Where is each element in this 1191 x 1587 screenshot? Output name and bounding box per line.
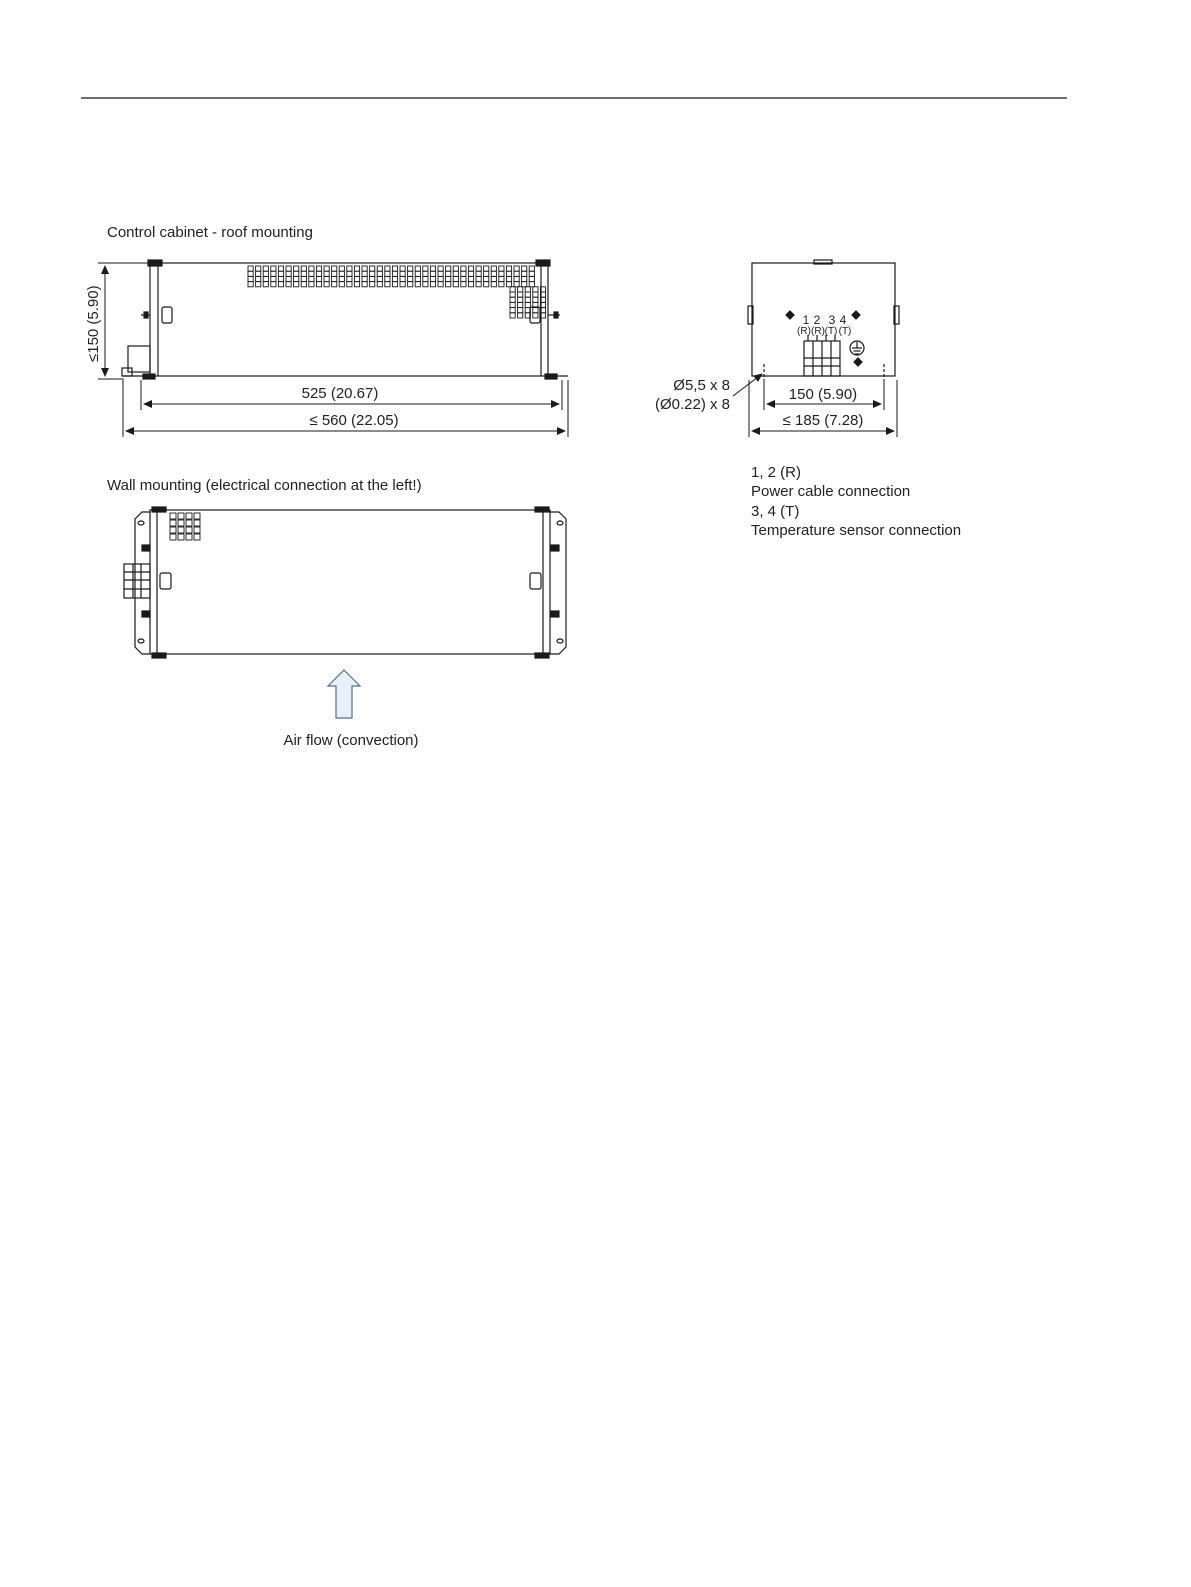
vent-slot <box>362 276 367 281</box>
vent-slot <box>263 282 268 287</box>
vent-slot <box>529 266 534 271</box>
hole-dim-imperial: (Ø0.22) x 8 <box>654 396 730 413</box>
vent-slot <box>309 276 314 281</box>
width-inner-label: 525 (20.67) <box>301 385 379 402</box>
vent-slot <box>170 513 176 519</box>
vent-slot <box>385 266 390 271</box>
vent-slot <box>430 266 435 271</box>
vent-slot <box>294 276 299 281</box>
vent-slot <box>476 266 481 271</box>
height-dimension <box>98 263 148 379</box>
legend-text: Power cable connection <box>751 483 911 500</box>
vent-slot <box>506 271 511 276</box>
vent-slot <box>408 282 413 287</box>
vent-slot <box>461 276 466 281</box>
terminal-block <box>804 335 840 376</box>
vent-slot <box>362 266 367 271</box>
vent-slot <box>510 287 515 292</box>
vent-slot <box>332 282 337 287</box>
vent-slot <box>301 271 306 276</box>
legend-key: 3, 4 (T) <box>751 503 800 520</box>
vent-slot <box>286 276 291 281</box>
vent-slot <box>476 271 481 276</box>
vent-slot <box>354 271 359 276</box>
side-view <box>748 260 899 380</box>
vent-slot <box>446 271 451 276</box>
terminal-type: (R) <box>811 326 825 337</box>
vent-slot <box>301 266 306 271</box>
vent-slot <box>514 276 519 281</box>
vent-slot <box>415 282 420 287</box>
vent-slot <box>529 276 534 281</box>
vent-slot <box>385 271 390 276</box>
vent-slot <box>506 276 511 281</box>
vent-slot <box>178 534 184 540</box>
wall-view <box>124 507 566 658</box>
vent-slot <box>186 534 192 540</box>
terminal-number: 2 <box>813 313 821 327</box>
vent-slot <box>286 282 291 287</box>
legend-key: 1, 2 (R) <box>751 464 802 481</box>
vent-slot <box>294 266 299 271</box>
vent-slot <box>370 271 375 276</box>
vent-slot <box>178 520 184 526</box>
roof-view <box>122 260 568 379</box>
vent-slot <box>453 271 458 276</box>
vent-slot <box>309 271 314 276</box>
vent-slot <box>256 276 261 281</box>
vent-slot <box>309 266 314 271</box>
vent-slot <box>461 266 466 271</box>
vent-slot <box>499 276 504 281</box>
vent-slot <box>514 266 519 271</box>
vent-slot <box>248 266 253 271</box>
vent-slot <box>438 266 443 271</box>
vent-slot <box>332 276 337 281</box>
vent-slot <box>392 266 397 271</box>
vent-slot <box>533 292 538 297</box>
airflow-label: Air flow (convection) <box>283 732 419 749</box>
vent-slot <box>370 282 375 287</box>
vent-slot <box>392 282 397 287</box>
vent-slot <box>499 282 504 287</box>
vent-slot <box>170 520 176 526</box>
vent-slot <box>468 282 473 287</box>
terminal-labels <box>797 313 851 337</box>
vent-slot <box>377 266 382 271</box>
vent-slot <box>491 266 496 271</box>
vent-slot <box>324 271 329 276</box>
vent-slot <box>446 266 451 271</box>
vent-slot <box>522 276 527 281</box>
legend-text: Temperature sensor connection <box>751 522 962 539</box>
vent-slot <box>186 513 192 519</box>
vent-slot <box>518 308 523 313</box>
vent-slot <box>186 527 192 533</box>
vent-slot <box>484 266 489 271</box>
vent-slot <box>514 271 519 276</box>
vent-slot <box>339 282 344 287</box>
legend <box>751 464 961 539</box>
vent-slot <box>476 276 481 281</box>
vent-slot <box>408 276 413 281</box>
vent-slot <box>347 271 352 276</box>
vent-slot <box>533 287 538 292</box>
vent-slot <box>271 276 276 281</box>
vent-slot <box>533 308 538 313</box>
vent-slot <box>354 282 359 287</box>
vent-slot <box>506 282 511 287</box>
vent-slot <box>339 266 344 271</box>
vent-slot <box>484 271 489 276</box>
vent-slot <box>377 282 382 287</box>
vent-slot <box>194 534 200 540</box>
vent-slot <box>385 276 390 281</box>
vent-slot <box>510 292 515 297</box>
vent-slot <box>347 276 352 281</box>
vent-slot <box>400 266 405 271</box>
vent-slot <box>438 271 443 276</box>
vent-slot <box>392 276 397 281</box>
vent-slot <box>256 271 261 276</box>
vent-slot <box>533 297 538 302</box>
vent-slot <box>533 313 538 318</box>
vent-slot <box>339 276 344 281</box>
vent-slot <box>324 282 329 287</box>
vent-slot <box>518 313 523 318</box>
vent-slot <box>178 527 184 533</box>
vent-slot <box>453 282 458 287</box>
vent-slot <box>400 276 405 281</box>
vent-slot <box>415 271 420 276</box>
vent-slot <box>332 271 337 276</box>
vent-slot <box>362 271 367 276</box>
vent-slot <box>453 266 458 271</box>
vent-slot <box>518 292 523 297</box>
side-outer-label: ≤ 185 (7.28) <box>782 412 864 429</box>
vent-slot <box>324 266 329 271</box>
hole-dim-metric: Ø5,5 x 8 <box>673 377 730 394</box>
vent-slot <box>461 282 466 287</box>
terminal-type: (T) <box>838 326 852 337</box>
vent-slot <box>294 282 299 287</box>
vent-slot <box>430 276 435 281</box>
vent-slot <box>518 287 523 292</box>
vent-slot <box>278 271 283 276</box>
vent-slot <box>194 513 200 519</box>
vent-slot <box>468 271 473 276</box>
vent-slot <box>263 271 268 276</box>
vent-slot <box>278 266 283 271</box>
height-label: ≤150 (5.90) <box>85 285 102 362</box>
vent-slot <box>484 276 489 281</box>
vent-slot <box>438 282 443 287</box>
vent-slot <box>510 308 515 313</box>
vent-slot <box>301 282 306 287</box>
side-inner-label: 150 (5.90) <box>788 386 858 403</box>
vent-slot <box>514 282 519 287</box>
vent-slot <box>370 276 375 281</box>
vent-slot <box>286 271 291 276</box>
vent-slot <box>423 282 428 287</box>
vent-slot <box>446 282 451 287</box>
vent-slot <box>309 282 314 287</box>
vent-slot <box>415 266 420 271</box>
vent-slot <box>271 282 276 287</box>
vent-slot <box>286 266 291 271</box>
vent-slot <box>271 271 276 276</box>
vent-slot <box>362 282 367 287</box>
vent-slot <box>354 276 359 281</box>
vent-slot <box>332 266 337 271</box>
vent-slot <box>278 282 283 287</box>
roof-mounting-title: Control cabinet - roof mounting <box>107 224 313 241</box>
vent-slot <box>518 297 523 302</box>
vent-slot <box>518 302 523 307</box>
vent-slot <box>430 271 435 276</box>
width-outer-label: ≤ 560 (22.05) <box>309 412 399 429</box>
vent-slot <box>278 276 283 281</box>
vent-slot <box>468 266 473 271</box>
vent-slot <box>263 276 268 281</box>
vent-slot <box>506 266 511 271</box>
ground-icon <box>850 341 864 355</box>
vent-slot <box>248 282 253 287</box>
vent-slot <box>510 313 515 318</box>
vent-slot <box>248 276 253 281</box>
vent-slot <box>408 266 413 271</box>
vent-slot <box>491 276 496 281</box>
vent-slot <box>438 276 443 281</box>
terminal-number: 3 <box>828 313 836 327</box>
vent-slot <box>347 266 352 271</box>
vent-slot <box>194 527 200 533</box>
wall-mounting-title: Wall mounting (electrical connection at the left!) <box>107 477 422 494</box>
vent-slot <box>461 271 466 276</box>
vent-slot <box>446 276 451 281</box>
vent-slot <box>324 276 329 281</box>
vent-slot <box>468 276 473 281</box>
vent-slot <box>194 520 200 526</box>
vent-slot <box>499 266 504 271</box>
ventilation-grid <box>170 513 200 540</box>
vent-slot <box>263 266 268 271</box>
vent-slot <box>476 282 481 287</box>
vent-slot <box>400 271 405 276</box>
vent-slot <box>525 302 530 307</box>
vent-slot <box>248 271 253 276</box>
vent-slot <box>423 271 428 276</box>
vent-slot <box>415 276 420 281</box>
terminal-type: (R) <box>797 326 811 337</box>
vent-slot <box>339 271 344 276</box>
vent-slot <box>522 282 527 287</box>
vent-slot <box>170 534 176 540</box>
vent-slot <box>392 271 397 276</box>
vent-slot <box>354 266 359 271</box>
vent-slot <box>453 276 458 281</box>
vent-slot <box>377 271 382 276</box>
vent-slot <box>499 271 504 276</box>
vent-slot <box>377 276 382 281</box>
vent-slot <box>408 271 413 276</box>
airflow-arrow-icon <box>328 670 360 718</box>
vent-slot <box>525 297 530 302</box>
terminal-type: (T) <box>824 326 838 337</box>
vent-slot <box>491 282 496 287</box>
vent-slot <box>186 520 192 526</box>
vent-slot <box>510 302 515 307</box>
vent-slot <box>271 266 276 271</box>
vent-slot <box>484 282 489 287</box>
terminal-number: 1 <box>802 313 810 327</box>
vent-slot <box>370 266 375 271</box>
vent-slot <box>525 287 530 292</box>
vent-slot <box>400 282 405 287</box>
vent-slot <box>316 276 321 281</box>
vent-slot <box>316 266 321 271</box>
vent-slot <box>256 266 261 271</box>
vent-slot <box>423 276 428 281</box>
vent-slot <box>510 297 515 302</box>
vent-slot <box>170 527 176 533</box>
vent-slot <box>525 292 530 297</box>
vent-slot <box>316 271 321 276</box>
vent-slot <box>316 282 321 287</box>
vent-slot <box>301 276 306 281</box>
vent-slot <box>529 271 534 276</box>
vent-slot <box>294 271 299 276</box>
vent-slot <box>522 271 527 276</box>
terminal-number: 4 <box>839 313 847 327</box>
vent-slot <box>347 282 352 287</box>
vent-slot <box>529 282 534 287</box>
vent-slot <box>522 266 527 271</box>
vent-slot <box>256 282 261 287</box>
vent-slot <box>423 266 428 271</box>
vent-slot <box>178 513 184 519</box>
vent-slot <box>491 271 496 276</box>
hole-leader <box>733 374 762 396</box>
vent-slot <box>430 282 435 287</box>
ventilation-grid <box>248 266 546 318</box>
vent-slot <box>385 282 390 287</box>
